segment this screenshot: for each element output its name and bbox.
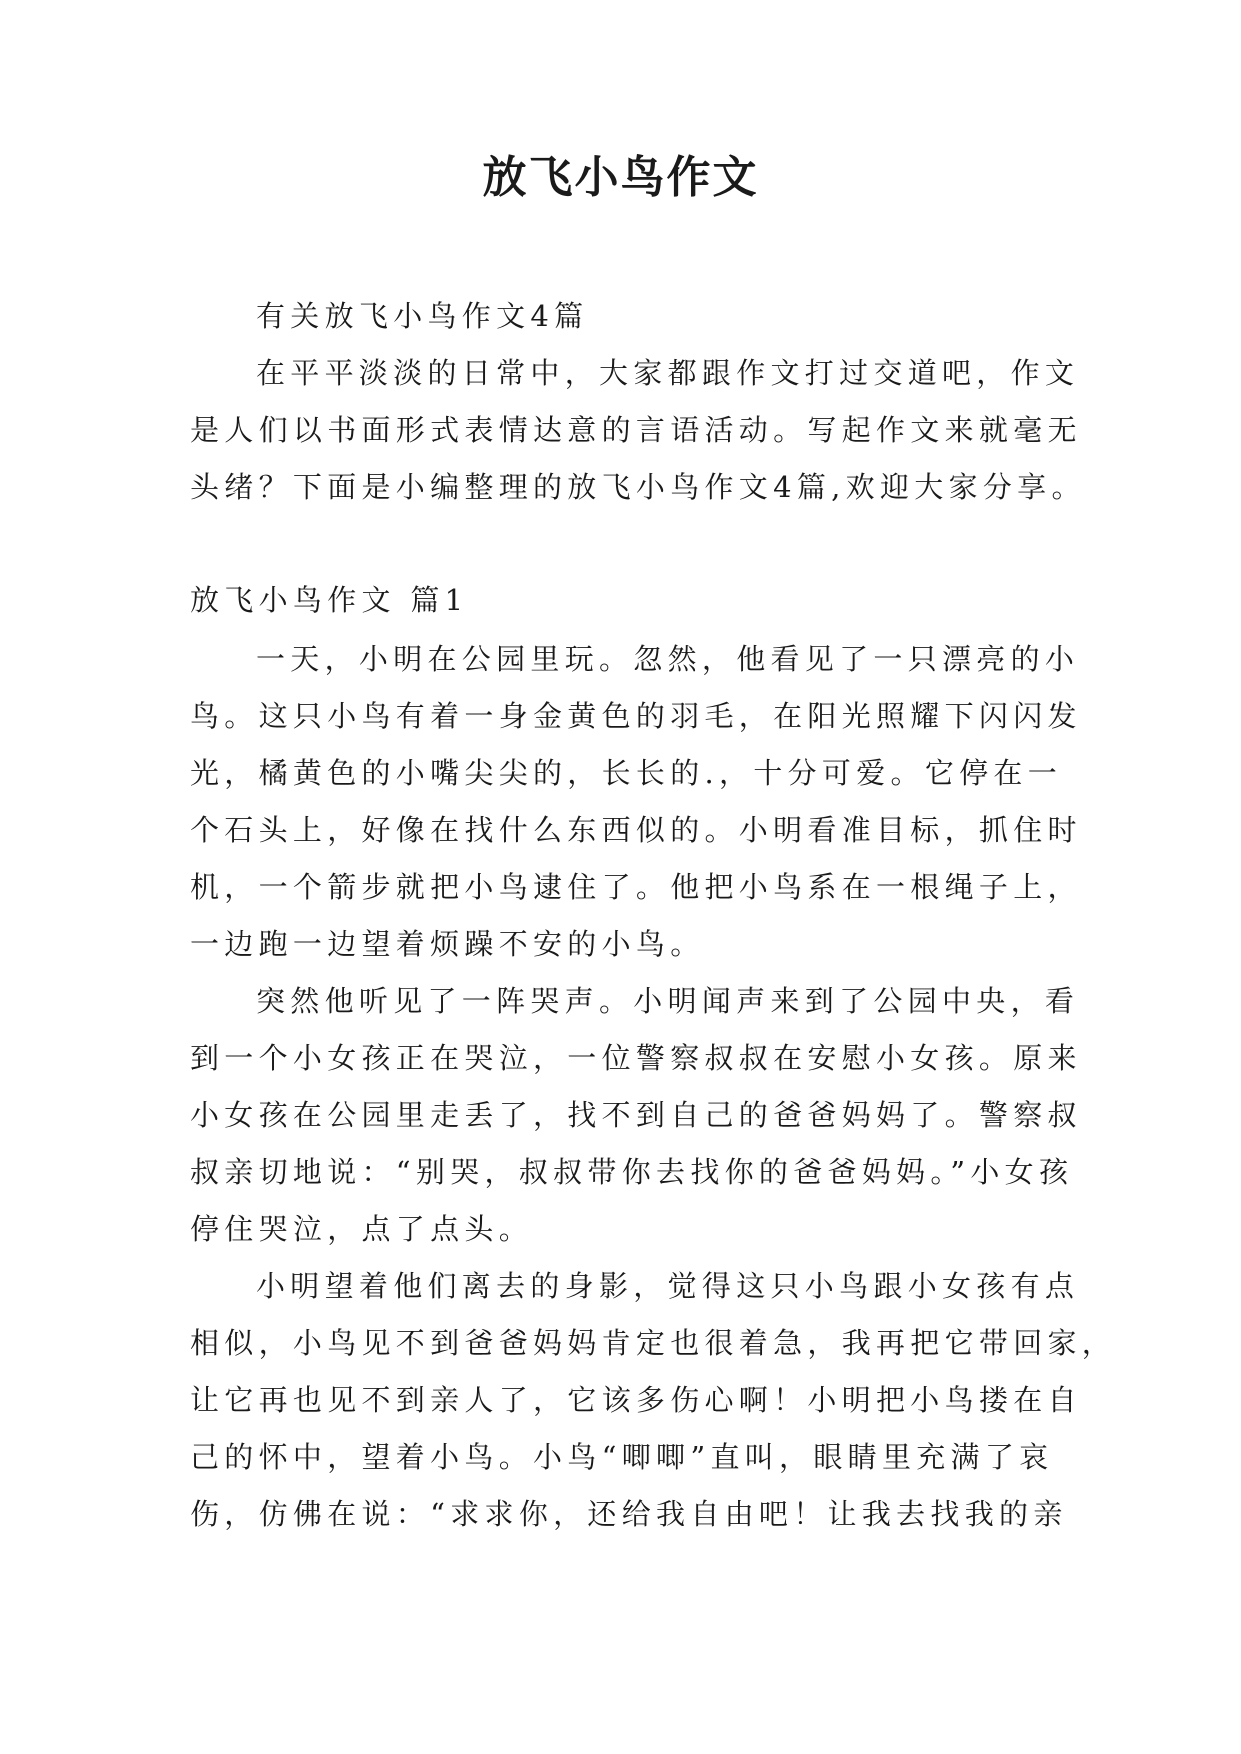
intro-line: 在平平淡淡的日常中，大家都跟作文打过交道吧，作文 — [256, 356, 1080, 390]
paragraph-line: 突然他听见了一阵哭声。小明闻声来到了公园中央，看 — [256, 984, 1080, 1018]
paragraph-line: 己的怀中，望着小鸟。小鸟“唧唧”直叫，眼睛里充满了哀 — [190, 1440, 1054, 1474]
paragraph-line: 停住哭泣，点了点头。 — [190, 1212, 534, 1246]
paragraph-line: 小女孩在公园里走丢了，找不到自己的爸爸妈妈了。警察叔 — [190, 1098, 1082, 1132]
document-title: 放飞小鸟作文 — [482, 152, 759, 203]
paragraph-line: 一天，小明在公园里玩。忽然，他看见了一只漂亮的小 — [256, 642, 1080, 676]
paragraph-line: 小明望着他们离去的身影，觉得这只小鸟跟小女孩有点 — [256, 1269, 1080, 1303]
subtitle: 有关放飞小鸟作文4篇 — [256, 299, 589, 333]
paragraph-line: 让它再也见不到亲人了，它该多伤心啊！小明把小鸟搂在自 — [190, 1383, 1082, 1417]
paragraph-line: 伤，仿佛在说：“求求你，还给我自由吧！让我去找我的亲 — [190, 1497, 1068, 1531]
paragraph-line: 鸟。这只小鸟有着一身金黄色的羽毛，在阳光照耀下闪闪发 — [190, 699, 1082, 733]
paragraph-line: 到一个小女孩正在哭泣，一位警察叔叔在安慰小女孩。原来 — [190, 1041, 1082, 1075]
paragraph-line: 一边跑一边望着烦躁不安的小鸟。 — [190, 927, 705, 961]
paragraph-line: 叔亲切地说：“别哭，叔叔带你去找你的爸爸妈妈。”小女孩 — [190, 1155, 1074, 1189]
intro-line: 头绪？下面是小编整理的放飞小鸟作文4篇,欢迎大家分享。 — [190, 470, 1086, 504]
paragraph-line: 光，橘黄色的小嘴尖尖的，长长的.，十分可爱。它停在一 — [190, 756, 1063, 790]
paragraph-line: 个石头上，好像在找什么东西似的。小明看准目标，抓住时 — [190, 813, 1082, 847]
paragraph-line: 相似，小鸟见不到爸爸妈妈肯定也很着急，我再把它带回家， — [190, 1326, 1117, 1360]
intro-line: 是人们以书面形式表情达意的言语活动。写起作文来就毫无 — [190, 413, 1082, 447]
paragraph-line: 机，一个箭步就把小鸟逮住了。他把小鸟系在一根绳子上， — [190, 870, 1082, 904]
section-heading: 放飞小鸟作文 篇1 — [190, 583, 469, 617]
